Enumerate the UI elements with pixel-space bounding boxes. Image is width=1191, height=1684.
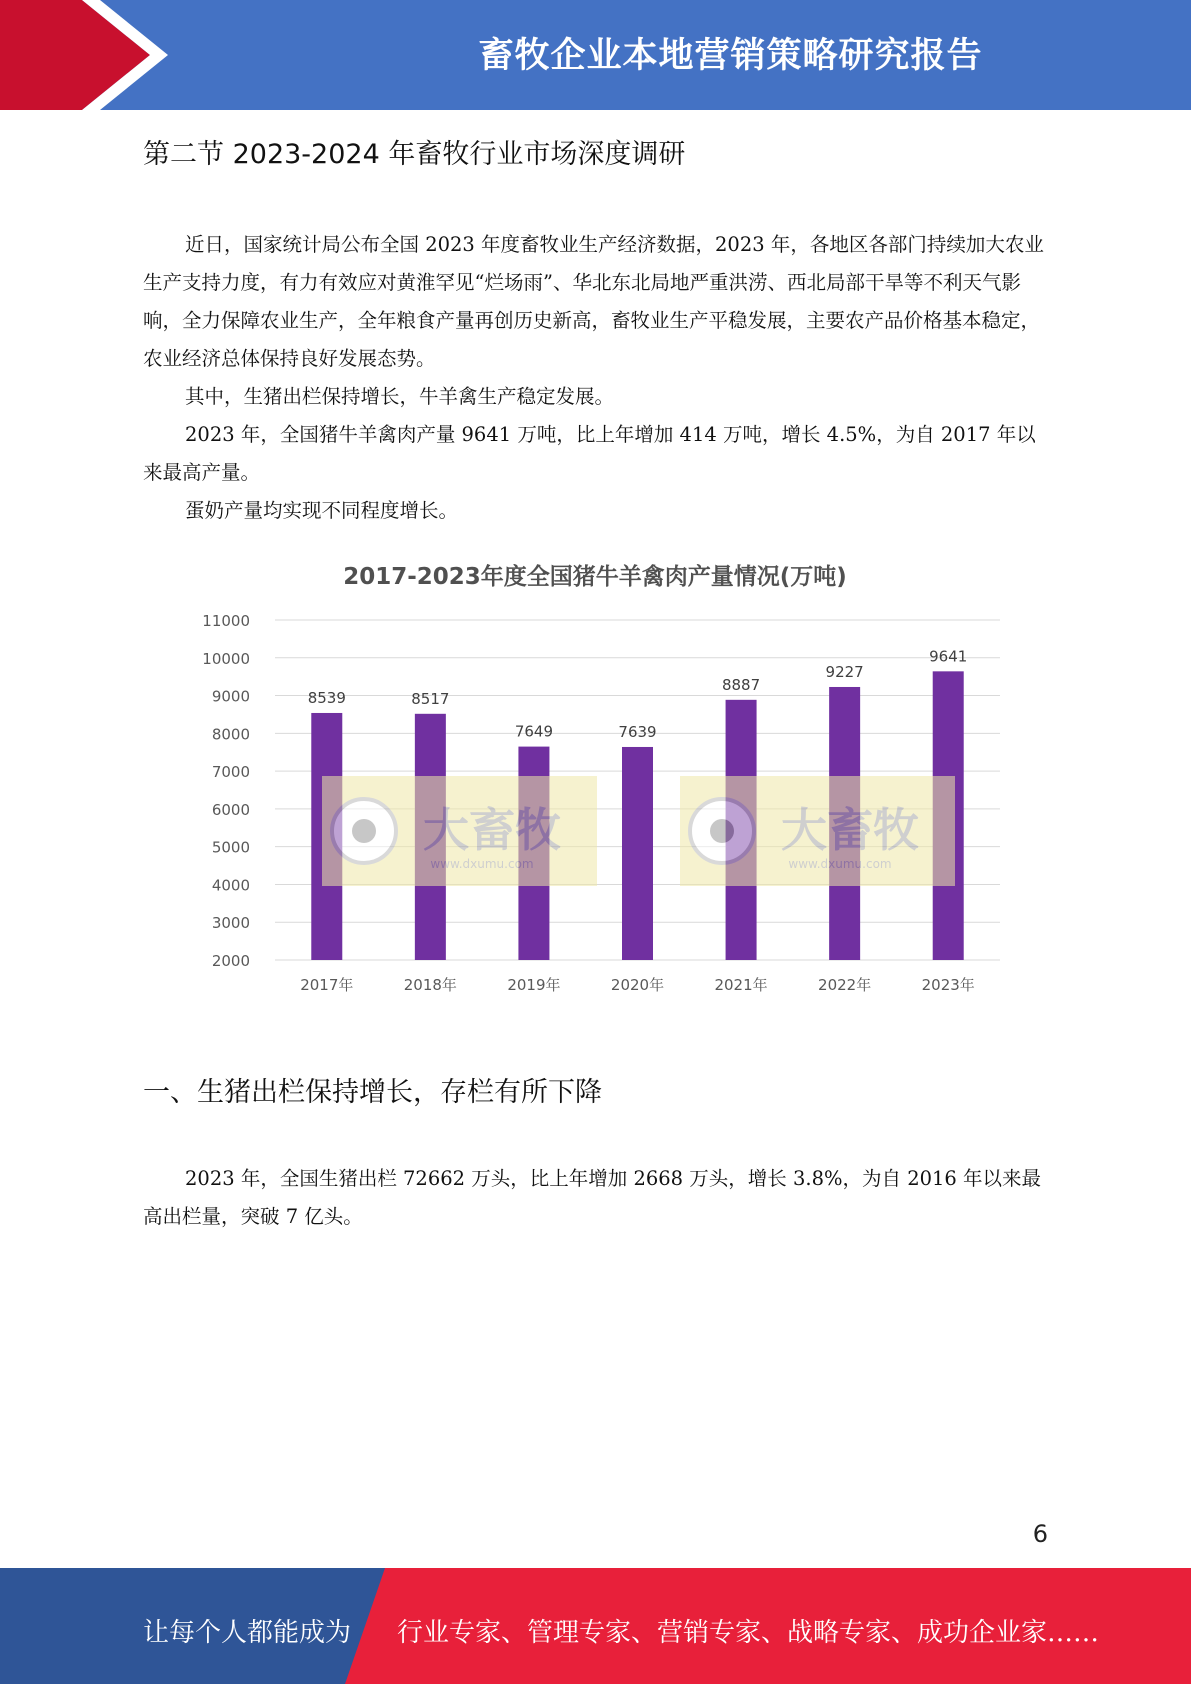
page-number: 6	[1032, 1520, 1048, 1548]
watermark	[322, 776, 597, 886]
y-tick-label: 9000	[211, 687, 250, 706]
watermark	[680, 776, 955, 886]
x-tick-label: 2022年	[818, 976, 872, 994]
bar-value-label: 7639	[618, 722, 657, 741]
y-tick-label: 6000	[211, 800, 250, 819]
bar-value-label: 9641	[929, 647, 968, 666]
paragraph-pigs-summary: 其中，生猪出栏保持增长，牛羊禽生产稳定发展。	[185, 385, 615, 408]
paragraph-eggs-milk: 蛋奶产量均实现不同程度增长。	[185, 499, 459, 522]
bar-value-label: 9227	[825, 662, 864, 681]
footer-slogan-left: 让每个人都能成为	[143, 1618, 352, 1648]
x-tick-label: 2020年	[610, 976, 665, 994]
subsection-title: 一、生猪出栏保持增长，存栏有所下降	[143, 1077, 602, 1108]
watermark-text: 大畜牧	[423, 803, 561, 857]
bar-value-label: 8887	[721, 675, 761, 694]
y-tick-label: 3000	[211, 914, 250, 933]
report-title: 畜牧企业本地营销策略研究报告	[478, 36, 983, 76]
report-footer	[0, 1568, 1191, 1684]
y-tick-label: 7000	[211, 763, 250, 782]
watermark-url: www.dxumu.com	[788, 857, 892, 871]
x-tick-label: 2021年	[714, 976, 768, 994]
y-tick-label: 10000	[202, 649, 250, 668]
bar	[622, 747, 653, 960]
section-title: 第二节 2023-2024 年畜牧行业市场深度调研	[143, 139, 686, 170]
watermark-url: www.dxumu.com	[430, 857, 534, 871]
paragraph-intro: 近日，国家统计局公布全国 2023 年度畜牧业生产经济数据，2023 年，各地区各部门持续加大农业生产支持力度，有力有效应对黄淮罕见“烂场雨”、华北东北局地严重洪涝、西北局部干旱等不利天气影响，全力保障农业生产，全年粮食产量再创历史新高，畜牧业生产平稳发展，主要农产品价格基本稳定，农业经济总体保持良好发展态势。	[143, 233, 1044, 370]
x-tick-label: 2018年	[403, 976, 457, 994]
paragraph-hog-output: 2023 年，全国生猪出栏 72662 万头，比上年增加 2668 万头，增长 3.8%，为自 2016 年以来最高出栏量，突破 7 亿头。	[143, 1167, 1042, 1228]
x-tick-label: 2023年	[921, 976, 975, 994]
paragraph-meat-output: 2023 年，全国猪牛羊禽肉产量 9641 万吨，比上年增加 414 万吨，增长 4.5%，为自 2017 年以来最高产量。	[143, 423, 1036, 484]
y-tick-label: 5000	[211, 838, 250, 857]
y-tick-label: 11000	[202, 612, 250, 630]
watermark-text: 大畜牧	[781, 803, 919, 857]
report-header	[0, 0, 1191, 110]
x-tick-label: 2017年	[300, 976, 354, 994]
bar-value-label: 8517	[411, 689, 450, 708]
footer-slogan-right: 行业专家、管理专家、营销专家、战略专家、成功企业家……	[397, 1618, 1100, 1648]
chart-title: 2017-2023年度全国猪牛羊禽肉产量情况(万吨)	[343, 564, 847, 590]
bar-value-label: 8539	[307, 688, 346, 707]
y-tick-label: 8000	[211, 725, 250, 744]
y-tick-label: 4000	[211, 876, 250, 895]
meat-output-bar-chart	[200, 548, 1010, 1008]
bar-value-label: 7649	[514, 722, 554, 741]
y-tick-label: 2000	[211, 952, 250, 970]
x-tick-label: 2019年	[507, 976, 561, 994]
